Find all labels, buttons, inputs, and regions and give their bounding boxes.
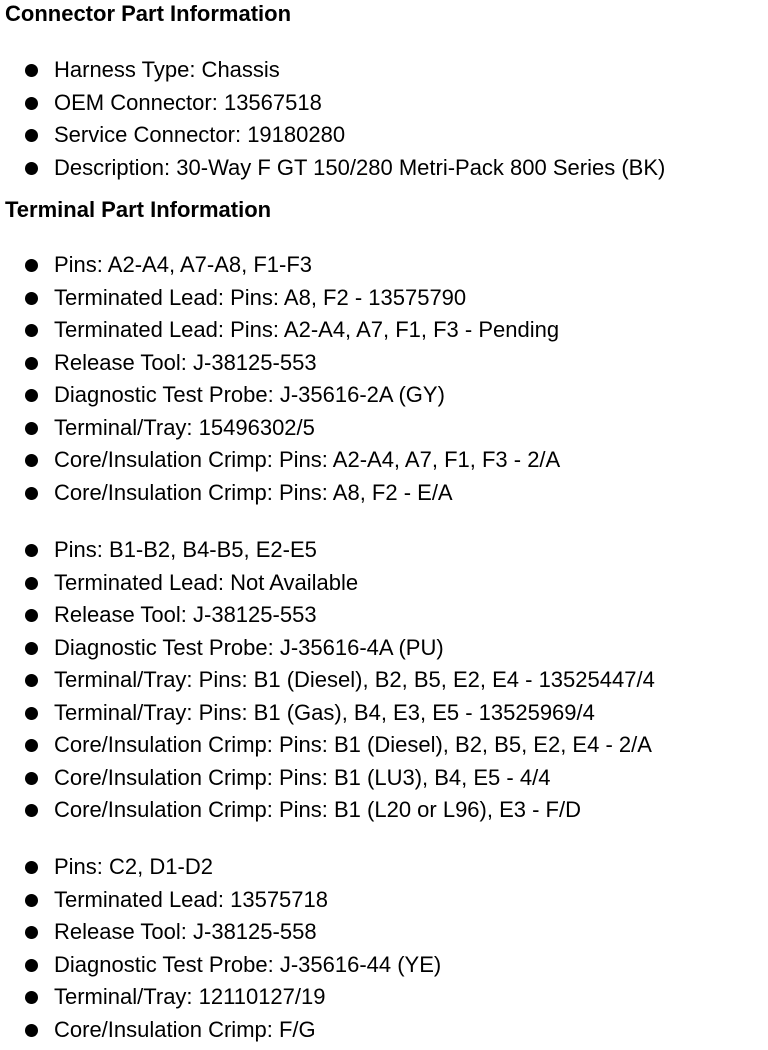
terminal-info-text: Pins: B1-B2, B4-B5, E2-E5 [54,537,317,562]
terminal-info-text: Core/Insulation Crimp: Pins: B1 (LU3), B4, E5 - 4/4 [54,764,551,790]
terminal-info-text: Terminal/Tray: Pins: B1 (Diesel), B2, B5, E2, E4 - 13525447/4 [54,667,655,692]
bullet-icon [25,389,38,402]
connector-info-text: Service Connector: 19180280 [54,122,346,147]
bullet-icon [25,861,38,874]
bullet-icon [25,609,38,622]
bullet-icon [25,894,38,907]
bullet-icon [25,324,38,337]
bullet-icon [25,544,38,557]
terminal-info-text: Pins: C2, D1-D2 [54,854,213,879]
terminal-info-text: Diagnostic Test Probe: J-35616-44 (YE) [54,951,442,977]
bullet-icon [25,772,38,785]
bullet-icon [25,129,38,142]
bullet-icon [25,991,38,1004]
terminal-info-text: Release Tool: J-38125-553 [54,349,317,375]
bullet-icon [25,674,38,687]
terminal-info-text: Terminated Lead: Pins: A2-A4, A7, F1, F3 - Pending [54,317,560,342]
bullet-icon [25,804,38,817]
bullet-icon [25,454,38,467]
bullet-icon [25,707,38,720]
bullet-icon [25,1024,38,1037]
connector-info-text: OEM Connector: 13567518 [54,89,322,115]
connector-part-information-heading: Connector Part Information [5,1,292,26]
bullet-icon [25,422,38,435]
bullet-icon [25,642,38,655]
bullet-icon [25,577,38,590]
terminal-info-text: Terminal/Tray: 12110127/19 [54,984,326,1009]
terminal-info-text: Terminated Lead: Not Available [54,569,359,595]
connector-info-text: Harness Type: Chassis [54,57,280,82]
bullet-icon [25,959,38,972]
bullet-icon [25,292,38,305]
terminal-info-text: Release Tool: J-38125-558 [54,919,317,944]
terminal-info-text: Core/Insulation Crimp: F/G [54,1016,316,1042]
terminal-info-text: Pins: A2-A4, A7-A8, F1-F3 [54,252,313,277]
bullet-icon [25,739,38,752]
bullet-icon [25,97,38,110]
terminal-info-text: Terminated Lead: 13575718 [54,886,328,912]
terminal-info-text: Core/Insulation Crimp: Pins: A2-A4, A7, F1, F3 - 2/A [54,447,561,472]
terminal-info-text: Terminal/Tray: 15496302/5 [54,414,315,440]
terminal-info-text: Terminal/Tray: Pins: B1 (Gas), B4, E3, E5 - 13525969/4 [54,699,595,725]
connector-info-text: Description: 30-Way F GT 150/280 Metri-Pack 800 Series (BK) [54,154,666,180]
bullet-icon [25,487,38,500]
terminal-info-text: Diagnostic Test Probe: J-35616-2A (GY) [54,382,445,407]
terminal-info-text: Release Tool: J-38125-553 [54,602,317,627]
terminal-info-text: Terminated Lead: Pins: A8, F2 - 13575790 [54,284,467,310]
terminal-info-text: Core/Insulation Crimp: Pins: B1 (L20 or L96), E3 - F/D [54,797,581,822]
bullet-icon [25,259,38,272]
bullet-icon [25,162,38,175]
bullet-icon [25,64,38,77]
bullet-icon [25,357,38,370]
bullet-icon [25,926,38,939]
terminal-info-text: Core/Insulation Crimp: Pins: B1 (Diesel), B2, B5, E2, E4 - 2/A [54,732,652,757]
terminal-part-information-heading: Terminal Part Information [5,197,272,222]
terminal-info-text: Core/Insulation Crimp: Pins: A8, F2 - E/A [54,479,453,505]
terminal-info-text: Diagnostic Test Probe: J-35616-4A (PU) [54,634,444,660]
